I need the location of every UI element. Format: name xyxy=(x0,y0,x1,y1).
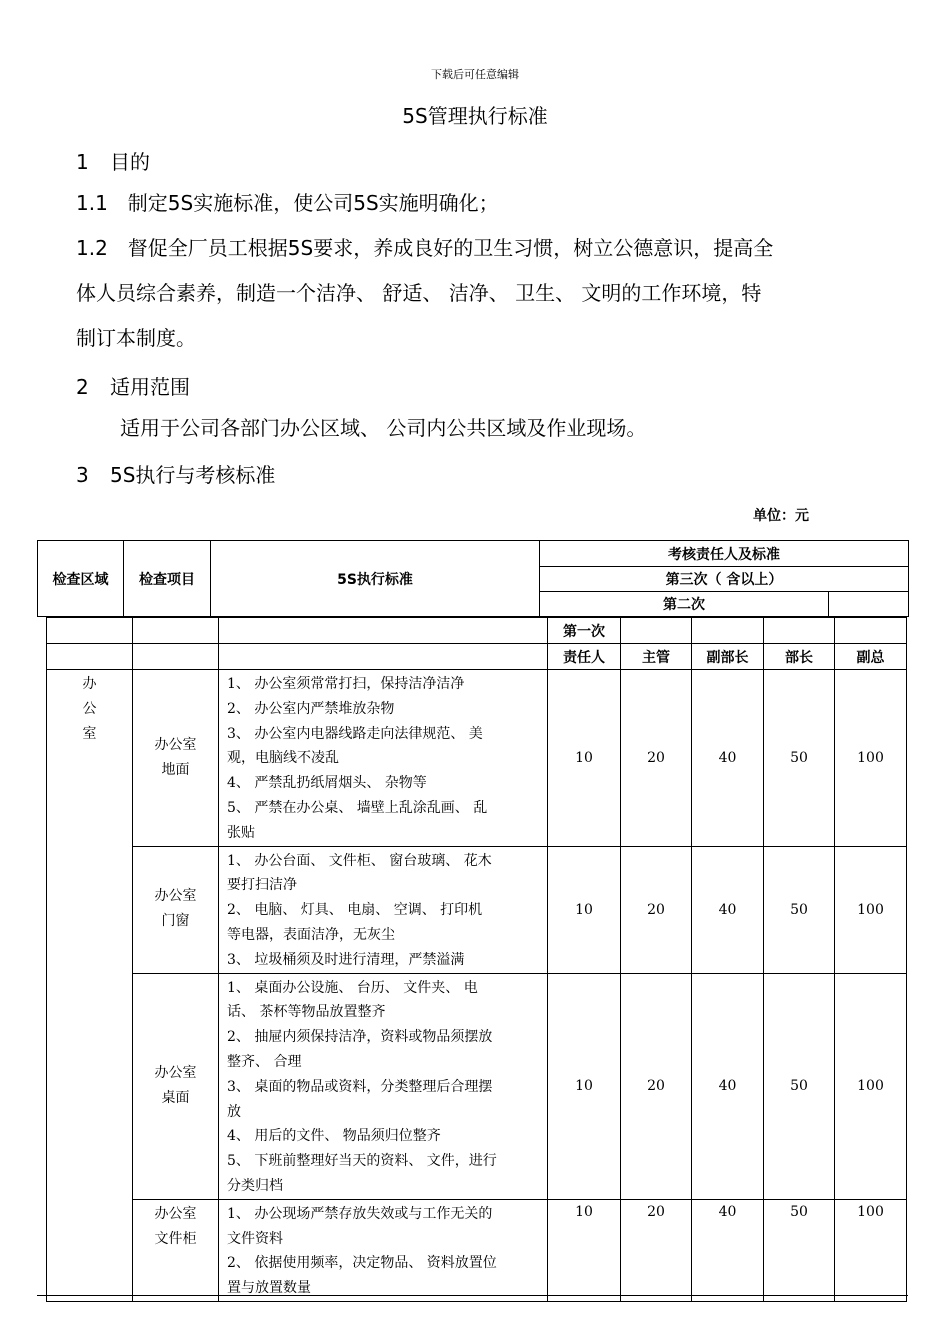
paragraph-line: 制订本制度。 xyxy=(76,326,196,350)
score-cell: 40 xyxy=(692,1199,764,1301)
section-1-heading xyxy=(76,146,150,175)
blank-cell xyxy=(133,644,219,670)
section-title: 目的 xyxy=(110,150,150,174)
third-time-header: 第三次（ 含以上） xyxy=(540,567,909,592)
role-header: 主管 xyxy=(621,644,692,670)
item-cell: 办公室 桌面 xyxy=(133,973,219,1199)
paragraph-1-1: 1.1 制定5S实施标准，使公司5S实施明确化； xyxy=(76,191,499,215)
blank-cell xyxy=(764,618,835,644)
item-cell: 办公室 门窗 xyxy=(133,846,219,973)
second-time-header: 第二次 xyxy=(540,592,829,617)
table-row xyxy=(47,846,907,973)
standard-cell: 1、 办公现场严禁存放失效或与工作无关的 文件资料 2、 依据使用频率，决定物品、 资料放置位 置与放置数量 xyxy=(219,1199,548,1301)
col-standard-header: 5S执行标准 xyxy=(211,541,540,617)
score-cell: 40 xyxy=(692,670,764,847)
section-2-heading xyxy=(76,371,190,400)
standard-cell: 1、 桌面办公设施、 台历、 文件夹、 电 话、 茶杯等物品放置整齐 2、 抽屉内须保持洁净，资料或物品须摆放 整齐、 合理 3、 桌面的物品或资料，分类整理后合理摆 放 4、 用后的文件、 物品须归位整齐 5、 下班前整理好当天的资料、 文件，进行 分类归档 xyxy=(219,973,548,1199)
table-row xyxy=(47,1199,907,1301)
score-cell: 20 xyxy=(621,1199,692,1301)
section-3-heading xyxy=(76,459,275,488)
paragraph-2: 适用于公司各部门办公区域、 公司内公共区域及作业现场。 xyxy=(120,416,647,440)
role-header: 副总 xyxy=(835,644,907,670)
paragraph-line: 1.2 督促全厂员工根据5S要求，养成良好的卫生习惯，树立公德意识，提高全 xyxy=(76,236,774,260)
score-cell: 50 xyxy=(764,1199,835,1301)
standard-cell: 1、 办公室须常常打扫，保持洁净洁净 2、 办公室内严禁堆放杂物 3、 办公室内电器线路走向法律规范、 美 观，电脑线不凌乱 4、 严禁乱扔纸屑烟头、 杂物等 5、 严禁在办公桌、 墙壁上乱涂乱画、 乱 张贴 xyxy=(219,670,548,847)
paragraph-line: 体人员综合素养，制造一个洁净、 舒适、 洁净、 卫生、 文明的工作环境，特 xyxy=(76,281,762,305)
score-cell: 100 xyxy=(835,670,907,847)
table-row xyxy=(47,973,907,1199)
score-cell: 10 xyxy=(548,846,621,973)
blank-cell xyxy=(829,592,909,617)
blank-cell xyxy=(219,618,548,644)
section-number: 3 xyxy=(76,463,89,487)
blank-cell xyxy=(621,618,692,644)
blank-cell xyxy=(219,644,548,670)
paragraph-1-2 xyxy=(76,226,896,361)
role-header: 副部长 xyxy=(692,644,764,670)
role-header: 部长 xyxy=(764,644,835,670)
first-time-header: 第一次 xyxy=(548,618,621,644)
blank-cell xyxy=(47,644,133,670)
item-cell: 办公室 地面 xyxy=(133,670,219,847)
unit-label: 单位：元 xyxy=(753,508,809,524)
section-number: 2 xyxy=(76,375,89,399)
score-cell: 100 xyxy=(835,1199,907,1301)
score-cell: 20 xyxy=(621,670,692,847)
standard-cell: 1、 办公台面、 文件柜、 窗台玻璃、 花木 要打扫洁净 2、 电脑、 灯具、 电扇、 空调、 打印机 等电器，表面洁净，无灰尘 3、 垃圾桶须及时进行清理，严禁溢满 xyxy=(219,846,548,973)
score-cell: 50 xyxy=(764,973,835,1199)
score-cell: 20 xyxy=(621,846,692,973)
table-row xyxy=(47,670,907,847)
blank-cell xyxy=(692,618,764,644)
blank-cell xyxy=(133,618,219,644)
table-bottom-rule xyxy=(37,1295,908,1296)
score-cell: 100 xyxy=(835,973,907,1199)
score-cell: 40 xyxy=(692,973,764,1199)
col-item-header: 检查项目 xyxy=(124,541,211,617)
area-char: 公 xyxy=(82,701,97,717)
col-area-header: 检查区域 xyxy=(38,541,124,617)
section-title: 5S执行与考核标准 xyxy=(110,463,276,487)
score-cell: 100 xyxy=(835,846,907,973)
score-cell: 10 xyxy=(548,973,621,1199)
group-header: 考核责任人及标准 xyxy=(540,541,909,567)
area-cell xyxy=(47,670,133,1302)
standards-table xyxy=(46,617,907,1302)
header-note: 下载后可任意编辑 xyxy=(431,68,519,81)
score-cell: 10 xyxy=(548,1199,621,1301)
page-title: 5S管理执行标准 xyxy=(402,104,548,128)
header-table xyxy=(37,540,909,617)
score-cell: 50 xyxy=(764,670,835,847)
area-char: 室 xyxy=(82,726,97,742)
score-cell: 20 xyxy=(621,973,692,1199)
item-cell: 办公室 文件柜 xyxy=(133,1199,219,1301)
blank-cell xyxy=(47,618,133,644)
score-cell: 50 xyxy=(764,846,835,973)
score-cell: 40 xyxy=(692,846,764,973)
section-title: 适用范围 xyxy=(110,375,190,399)
blank-cell xyxy=(835,618,907,644)
section-number: 1 xyxy=(76,150,89,174)
score-cell: 10 xyxy=(548,670,621,847)
role-header: 责任人 xyxy=(548,644,621,670)
area-char: 办 xyxy=(82,676,97,692)
